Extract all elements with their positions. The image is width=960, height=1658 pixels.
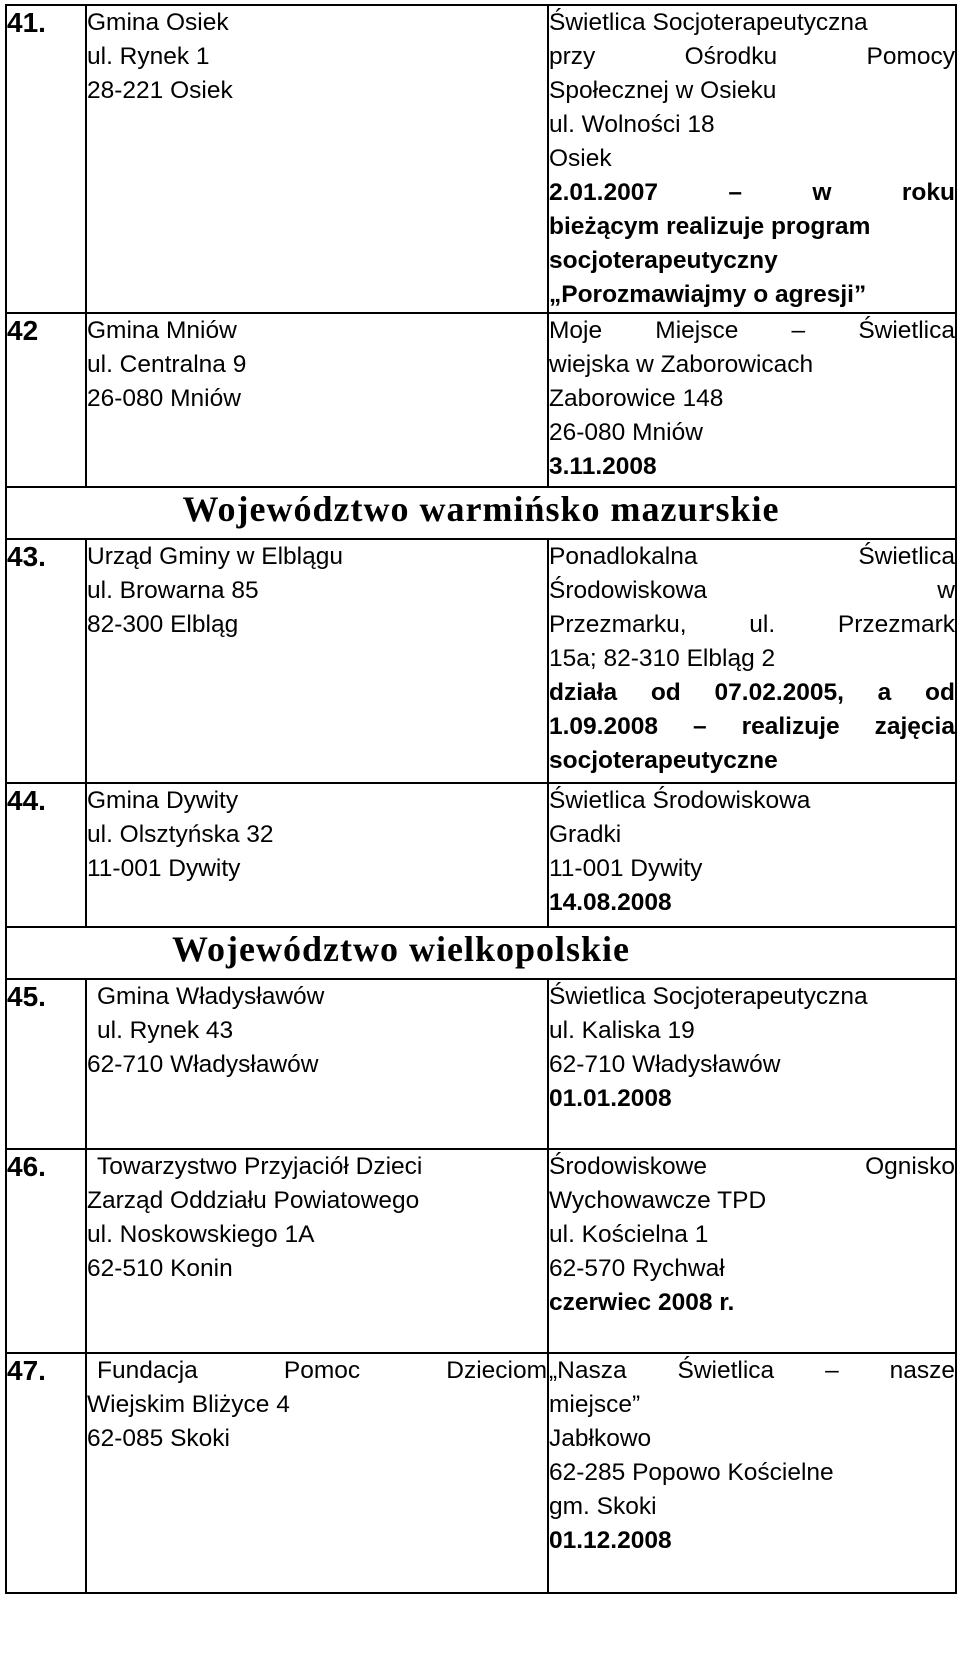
organizer-line: 62-710 Władysławów: [87, 1051, 319, 1078]
organizer-cell: [86, 979, 548, 1149]
institution-date: 01.01.2008: [549, 1085, 672, 1112]
institution-line: 62-285 Popowo Kościelne: [549, 1459, 834, 1486]
institution-line: ul. Wolności 18: [549, 111, 715, 138]
table-row: [6, 1353, 956, 1593]
organizer-line: 82-300 Elbląg: [87, 611, 239, 638]
institution-line: Ponadlokalna Świetlica: [549, 543, 955, 570]
institution-line: 11-001 Dywity: [549, 855, 703, 882]
organizer-line: ul. Olsztyńska 32: [87, 821, 274, 848]
organizer-line: 62-510 Konin: [87, 1255, 233, 1282]
row-number: 47.: [6, 1353, 86, 1593]
institution-line: Osiek: [549, 145, 612, 172]
organizer-line: Urząd Gminy w Elblągu: [87, 543, 343, 570]
institution-line: Jabłkowo: [549, 1425, 652, 1452]
institution-line: Wychowawcze TPD: [549, 1187, 767, 1214]
organizer-line: 26-080 Mniów: [87, 385, 241, 412]
organizer-line: 62-085 Skoki: [87, 1425, 231, 1452]
institution-note: działa od 07.02.2005, a od: [549, 679, 955, 706]
organizer-line: ul. Noskowskiego 1A: [87, 1221, 315, 1248]
row-number: 45.: [6, 979, 86, 1149]
organizer-cell: [86, 1353, 548, 1593]
institution-date: 3.11.2008: [549, 453, 657, 480]
institution-line: przy Ośrodku Pomocy: [549, 43, 955, 70]
organizer-cell: [86, 313, 548, 487]
institution-note: bieżącym realizuje program: [549, 213, 871, 240]
institution-cell: [548, 313, 956, 487]
organizer-line: ul. Centralna 9: [87, 351, 247, 378]
organizer-cell: [86, 5, 548, 313]
institution-line: Środowiskowa w: [549, 577, 955, 604]
organizer-line: 28-221 Osiek: [87, 77, 233, 104]
institution-line: Przezmarku, ul. Przezmark: [549, 611, 955, 638]
institution-line: ul. Kościelna 1: [549, 1221, 709, 1248]
institution-line: Społecznej w Osieku: [549, 77, 777, 104]
institution-date: czerwiec 2008 r.: [549, 1289, 735, 1316]
institution-line: wiejska w Zaborowicach: [549, 351, 814, 378]
table-row: [6, 979, 956, 1149]
institution-line: „Nasza Świetlica – nasze: [549, 1357, 955, 1384]
institution-note: socjoterapeutyczny: [549, 247, 778, 274]
organizer-line: Zarząd Oddziału Powiatowego: [87, 1187, 420, 1214]
organizer-line: 11-001 Dywity: [87, 855, 241, 882]
institution-line: 15a; 82-310 Elbląg 2: [549, 645, 776, 672]
institution-line: miejsce”: [549, 1391, 641, 1418]
institution-line: Świetlica Socjoterapeutyczna: [549, 983, 868, 1010]
institution-cell: [548, 539, 956, 783]
row-number: 46.: [6, 1149, 86, 1353]
organizer-line: Gmina Dywity: [87, 787, 239, 814]
table-row: [6, 1149, 956, 1353]
row-number: 42: [6, 313, 86, 487]
institution-line: Zaborowice 148: [549, 385, 724, 412]
institution-line: 62-710 Władysławów: [549, 1051, 781, 1078]
row-number: 43.: [6, 539, 86, 783]
institution-date: 14.08.2008: [549, 889, 672, 916]
institution-cell: [548, 5, 956, 313]
organizer-line: Gmina Osiek: [87, 9, 229, 36]
institutions-table: [5, 4, 957, 1594]
organizer-line: Gmina Władysławów: [97, 983, 325, 1010]
table-row: [6, 5, 956, 313]
institution-cell: [548, 1149, 956, 1353]
institution-note: „Porozmawiajmy o agresji”: [549, 281, 867, 308]
institution-line: gm. Skoki: [549, 1493, 657, 1520]
organizer-cell: [86, 1149, 548, 1353]
row-number: 41.: [6, 5, 86, 313]
institution-line: Świetlica Socjoterapeutyczna: [549, 9, 868, 36]
institution-line: ul. Kaliska 19: [549, 1017, 695, 1044]
institution-line: Moje Miejsce – Świetlica: [549, 317, 955, 344]
organizer-line: Wiejskim Bliżyce 4: [87, 1391, 290, 1418]
institution-note: socjoterapeutyczne: [549, 747, 778, 774]
organizer-cell: [86, 539, 548, 783]
organizer-line: ul. Browarna 85: [87, 577, 259, 604]
organizer-line: ul. Rynek 43: [97, 1017, 234, 1044]
institution-date: 2.01.2007 – w roku: [549, 179, 955, 206]
organizer-line: Gmina Mniów: [87, 317, 237, 344]
organizer-line: Towarzystwo Przyjaciół Dzieci: [97, 1153, 423, 1180]
organizer-cell: [86, 783, 548, 927]
institution-line: Świetlica Środowiskowa: [549, 787, 811, 814]
institution-cell: [548, 783, 956, 927]
institution-cell: [548, 1353, 956, 1593]
institution-cell: [548, 979, 956, 1149]
organizer-line: Fundacja Pomoc Dzieciom: [97, 1357, 547, 1384]
institution-line: Gradki: [549, 821, 622, 848]
institution-date: 01.12.2008: [549, 1527, 672, 1554]
institution-note: 1.09.2008 – realizuje zajęcia: [549, 713, 955, 740]
region-heading: Województwo warmińsko mazurskie: [6, 487, 956, 539]
region-heading: Województwo wielkopolskie: [6, 927, 956, 979]
institution-line: 62-570 Rychwał: [549, 1255, 725, 1282]
region-heading-row: [6, 927, 956, 979]
table-row: [6, 539, 956, 783]
row-number: 44.: [6, 783, 86, 927]
table-row: [6, 313, 956, 487]
table-row: [6, 783, 956, 927]
region-heading-row: [6, 487, 956, 539]
institution-line: Środowiskowe Ognisko: [549, 1153, 955, 1180]
organizer-line: ul. Rynek 1: [87, 43, 210, 70]
institution-line: 26-080 Mniów: [549, 419, 703, 446]
